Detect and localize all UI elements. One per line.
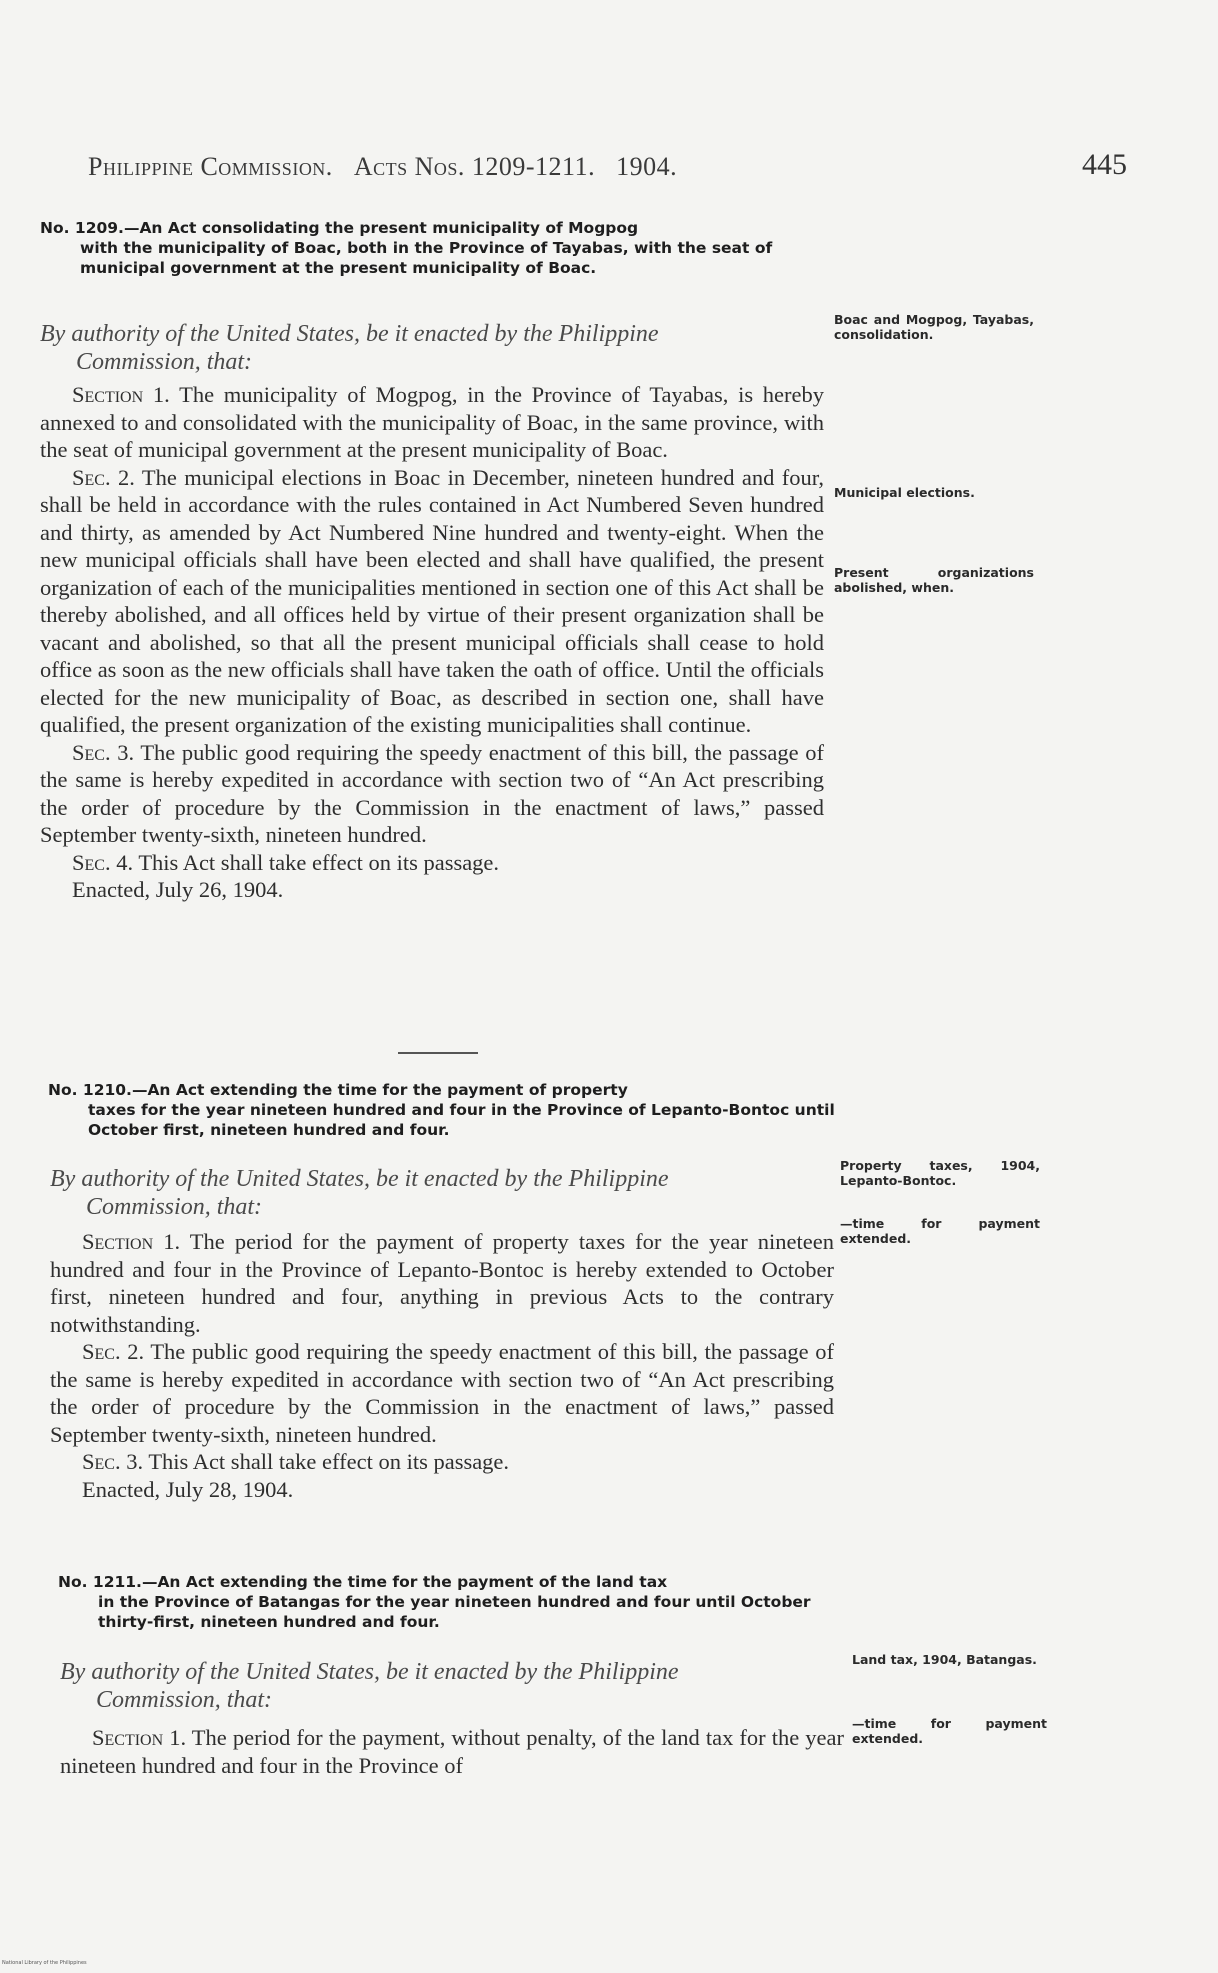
act-1209-section-4 (40, 849, 824, 877)
act-1210-sec2-text: The public good requiring the speedy enactment of this bill, the passage of the same is hereby expedited in accordance with section two of “An Act prescribing the order of procedure by the Commission in the enactment of laws,” passed September twenty-sixth, nineteen hundred. (50, 1339, 834, 1447)
act-1209-section-3 (40, 739, 824, 849)
act-1209-margin-note-3: Present organizations abolished, when. (834, 565, 1034, 595)
act-1209-enacted: Enacted, July 26, 1904. (72, 877, 284, 902)
act-1211-margin-note-1: Land tax, 1904, Batangas. (852, 1652, 1037, 1667)
act-1211-title-line1: —An Act extending the time for the payment of the land tax (141, 1573, 668, 1591)
act-1209-sec3-label: Sec. 3. (72, 739, 135, 765)
running-title-part2: Acts Nos. 1209-1211. (353, 152, 596, 181)
act-1209-sec2-text: The municipal elections in Boac in December, nineteen hundred and four, shall be held in accordance with the rules contained in Act Numbered Seven hundred and thirty, as amended by Act Numbered Nine hundred and twenty-eight. When the new municipal officials shall have been elected and shall have qualified, the present organization of each of the municipalities mentioned in section one of this Act shall be thereby abolished, and all offices held by virtue of their present organization shall be vacant and abolished, so that all the present municipal officials shall cease to hold office as soon as the new officials shall have taken the oath of office. Until the officials elected for the new municipality of Boac, as described in section one, shall have qualified, the present organization of the existing municipalities shall continue. (40, 464, 824, 737)
act-1210-heading (48, 1080, 838, 1140)
act-1209-sec1-label: Section 1. (72, 382, 170, 407)
act-1210-sec1-text: The period for the payment of property taxes for the year nineteen hundred and four in the Province of Lepanto-Bontoc is hereby extended to October first, nineteen hundred and four, anything in previous Acts to the contrary notwithstanding. (50, 1229, 835, 1337)
running-year: 1904. (616, 152, 678, 181)
footer-credit: National Library of the Philippines (2, 1960, 87, 1966)
act-1210-margin-note-1: Property taxes, 1904, Lepanto-Bontoc. (840, 1158, 1040, 1188)
act-1209-sec4-text: This Act shall take effect on its passage. (138, 849, 500, 875)
act-1211-sec1-text: The period for the payment, without penalty, of the land tax for the year nineteen hundred and four in the Province of (60, 1725, 845, 1778)
act-1210-authority-line1: By authority of the United States, be it enacted by the Philippine (50, 1166, 669, 1192)
act-1210-enacted: Enacted, July 28, 1904. (82, 1476, 294, 1502)
act-1209-heading (40, 218, 830, 278)
act-1211-authority-line2: Commission, that: (96, 1687, 273, 1713)
act-1209-authority-line1: By authority of the United States, be it enacted by the Philippine (40, 321, 659, 347)
act-1210-section-3 (50, 1448, 834, 1476)
act-1209-body (40, 381, 824, 904)
act-1209-authority (40, 320, 840, 376)
act-1209-sec2-label: Sec. 2. (72, 464, 135, 490)
act-1210-authority (50, 1165, 850, 1221)
act-1211-section-1 (60, 1724, 844, 1779)
act-1210-number: No. 1210. (48, 1081, 132, 1099)
act-1210-sec2-label: Sec. 2. (82, 1339, 145, 1364)
act-1209-number: No. 1209. (40, 219, 124, 237)
act-1211-margin-note-2: —time for payment extended. (852, 1716, 1047, 1746)
act-1211-authority (60, 1658, 860, 1714)
act-1211-body (60, 1724, 844, 1779)
act-1210-title-rest: taxes for the year nineteen hundred and four in the Province of Lepanto-Bontoc until October first, nineteen hundred and four. (88, 1101, 835, 1139)
act-1210-sec3-label: Sec. 3. (82, 1449, 144, 1474)
act-1210-body (50, 1228, 834, 1503)
act-1211-sec1-label: Section 1. (92, 1725, 187, 1750)
act-1211-heading (58, 1572, 848, 1632)
act-1210-section-1 (50, 1228, 834, 1338)
act-1209-sec1-text: The municipality of Mogpog, in the Province of Tayabas, is hereby annexed to and consolidated with the municipality of Boac, in the same province, with the seat of municipal government at the present municipality of Boac. (40, 382, 825, 462)
act-1209-authority-line2: Commission, that: (76, 349, 253, 375)
act-1209-margin-note-1: Boac and Mogpog, Tayabas, consolidation. (834, 312, 1034, 342)
act-1209-sec4-label: Sec. 4. (72, 849, 134, 875)
running-header (88, 152, 677, 182)
running-title-part1: Philippine Commission. (88, 152, 333, 181)
act-1209-section-1 (40, 381, 824, 464)
act-1210-sec3-text: This Act shall take effect on its passage. (148, 1449, 510, 1474)
act-1209-title-rest: with the municipality of Boac, both in the Province of Tayabas, with the seat of municipal government at the present municipality of Boac. (80, 239, 773, 277)
section-divider-1 (398, 1052, 478, 1054)
act-1209-section-2 (40, 464, 824, 739)
page-number: 445 (1082, 148, 1127, 181)
act-1209-title-line1: —An Act consolidating the present municipality of Mogpog (123, 219, 639, 237)
act-1211-authority-line1: By authority of the United States, be it enacted by the Philippine (60, 1659, 679, 1685)
act-1210-sec1-label: Section 1. (82, 1229, 181, 1254)
act-1211-title-rest: in the Province of Batangas for the year nineteen hundred and four until October thirty-first, nineteen hundred and four. (98, 1593, 811, 1631)
act-1210-margin-note-2: —time for payment extended. (840, 1216, 1040, 1246)
act-1210-section-2 (50, 1338, 834, 1448)
act-1209-margin-note-2: Municipal elections. (834, 485, 975, 500)
act-1209-sec3-text: The public good requiring the speedy enactment of this bill, the passage of the same is hereby expedited in accordance with section two of “An Act prescribing the order of procedure by the Commission in the enactment of laws,” passed September twenty-sixth, nineteen hundred. (40, 739, 824, 847)
act-1210-authority-line2: Commission, that: (86, 1194, 263, 1220)
act-1210-title-line1: —An Act extending the time for the payment of property (131, 1081, 628, 1099)
act-1211-number: No. 1211. (58, 1573, 142, 1591)
